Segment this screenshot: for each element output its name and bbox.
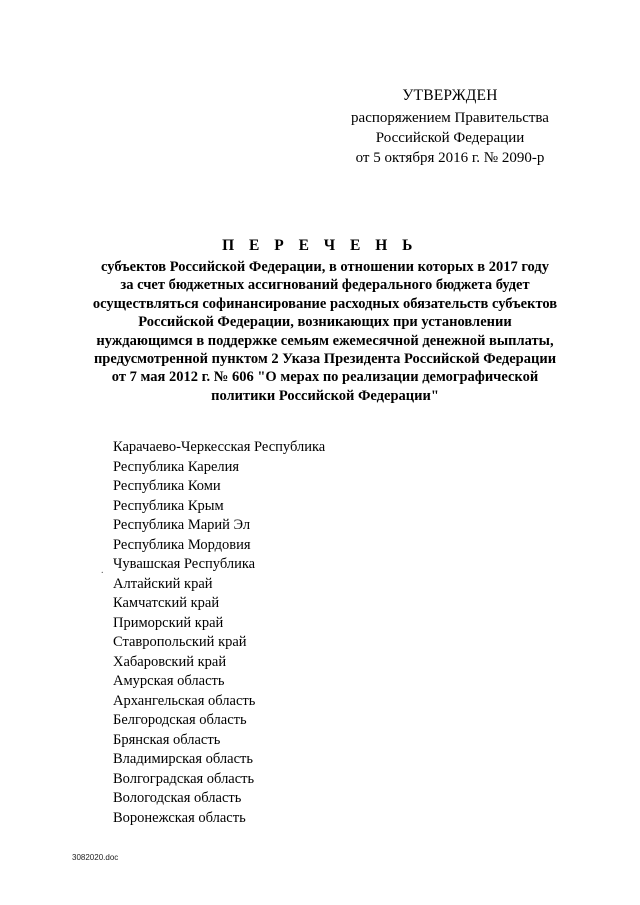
list-item: Республика Крым — [113, 497, 224, 514]
approval-line-3: от 5 октября 2016 г. № 2090-р — [355, 150, 545, 166]
scan-mark: . — [101, 565, 104, 576]
list-item: Ставропольский край — [113, 634, 247, 650]
approval-block — [340, 86, 560, 168]
list-item: Владимирская область — [113, 751, 253, 767]
list-item: Алтайский край — [113, 575, 213, 592]
approval-heading: УТВЕРЖДЕН — [402, 87, 498, 104]
document-subtitle: субъектов Российской Федерации, в отношении которых в 2017 году за счет бюджетных ассигнований федерального бюджета будет осуществляться софинансирование расходных обязательств субъектов Российской Федерации, возникающих при установлении нуждающимся в поддержке семьям ежемесячной денежной выплаты, предусмотренной пунктом 2 Указа Президента Российской Федерации от 7 мая 2012 г. № 606 "О мерах по реализации демографической политики Российской Федерации" — [92, 259, 558, 404]
regions-list — [113, 438, 325, 828]
list-item: Хабаровский край — [113, 653, 227, 670]
list-item: Воронежская область — [113, 809, 246, 826]
list-item: Республика Мордовия — [113, 536, 251, 553]
list-item: Приморский край — [113, 614, 224, 631]
document-title: П Е Р Е Ч Е Н Ь — [222, 237, 418, 254]
list-item: Брянская область — [113, 731, 221, 748]
approval-line-1: распоряжением Правительства — [351, 110, 549, 126]
list-item: Чувашская Республика — [113, 556, 256, 572]
list-item: Амурская область — [113, 673, 225, 689]
list-item: Республика Карелия — [113, 458, 240, 475]
list-item: Республика Марий Эл — [113, 517, 251, 533]
list-item: Республика Коми — [113, 478, 221, 494]
approval-line-2: Российской Федерации — [375, 130, 525, 146]
list-item: Карачаево-Черкесская Республика — [113, 439, 326, 455]
list-item: Белгородская область — [113, 712, 247, 728]
list-item: Вологодская область — [113, 790, 242, 806]
list-item: Камчатский край — [113, 595, 220, 611]
list-item: Волгоградская область — [113, 770, 255, 787]
list-item: Архангельская область — [113, 692, 256, 709]
footer-filename: 3082020.doc — [72, 853, 119, 862]
